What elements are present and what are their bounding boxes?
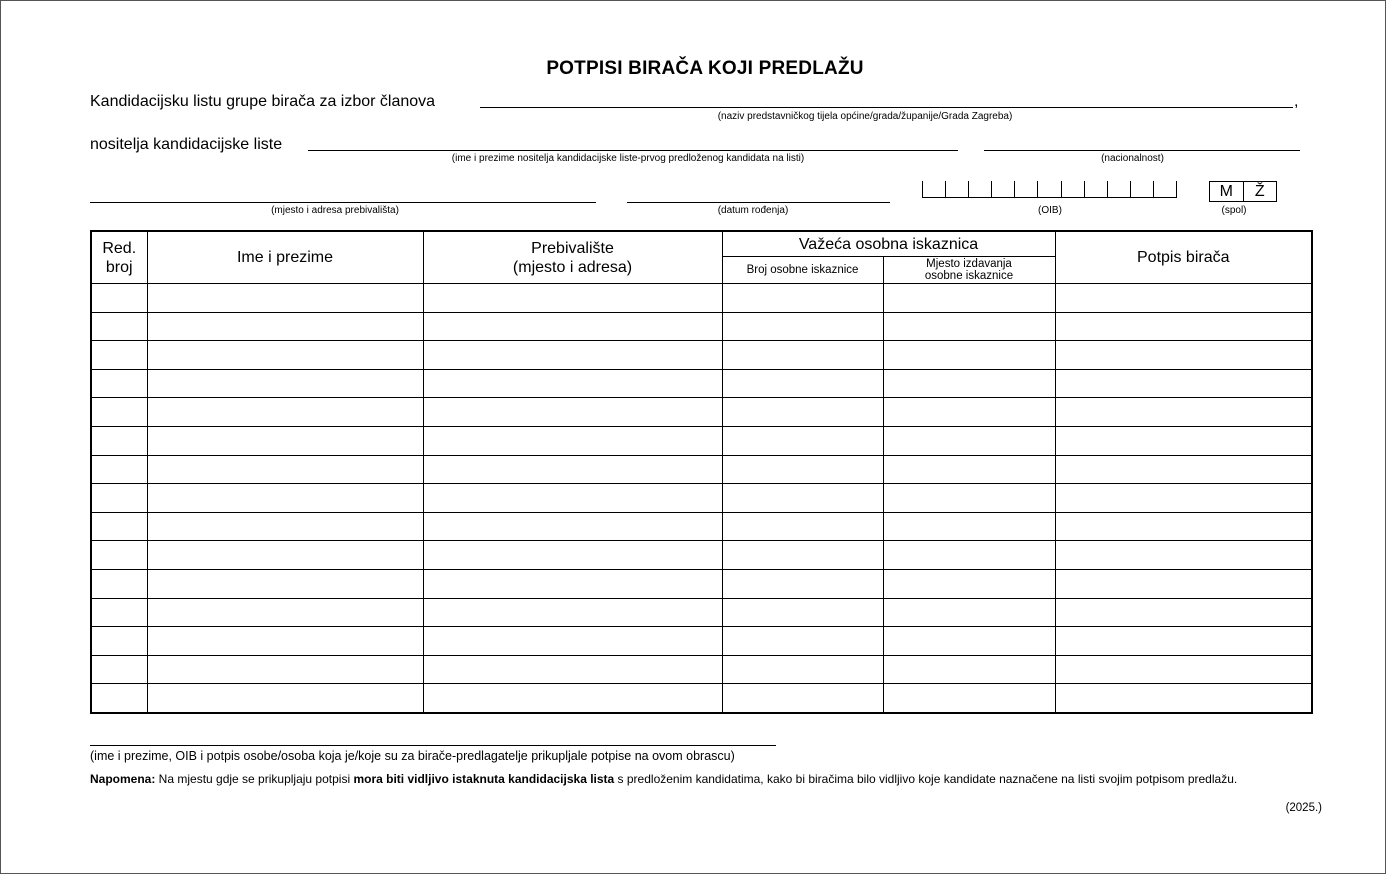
order-cell[interactable]: [91, 398, 147, 427]
table-row: [91, 284, 1312, 313]
note-text-2: s predloženim kandidatima, kako bi biračima bilo vidljivo koje kandidate naznačene na listi svojim potpisom predlažu.: [614, 772, 1238, 786]
address-caption: (mjesto i adresa prebivališta): [271, 205, 399, 216]
table-row: [91, 369, 1312, 398]
signature-cell[interactable]: [1055, 341, 1312, 370]
signatures-body: [91, 284, 1312, 713]
header-residence-line2: (mjesto i adresa): [512, 258, 633, 276]
nationality-field[interactable]: [984, 150, 1300, 151]
table-row: [91, 398, 1312, 427]
collector-caption: (ime i prezime, OIB i potpis osobe/osoba koja je/koje su za birače-predlagatelje prikupljale potpise na ovom obrascu): [90, 749, 735, 763]
id-place-cell[interactable]: [883, 627, 1055, 656]
order-cell[interactable]: [91, 541, 147, 570]
id-place-cell[interactable]: [883, 655, 1055, 684]
oib-digit-8[interactable]: [1084, 181, 1107, 197]
order-cell[interactable]: [91, 627, 147, 656]
residence-cell[interactable]: [423, 655, 722, 684]
signature-cell[interactable]: [1055, 512, 1312, 541]
id-number-cell[interactable]: [722, 541, 883, 570]
oib-digit-6[interactable]: [1037, 181, 1060, 197]
table-row: [91, 569, 1312, 598]
name-cell[interactable]: [147, 655, 423, 684]
holder-name-caption: (ime i prezime nositelja kandidacijske liste-prvog predloženog kandidata na listi): [451, 153, 805, 164]
id-number-cell[interactable]: [722, 627, 883, 656]
header-id-place: [883, 257, 1055, 284]
table-row: [91, 484, 1312, 513]
birth-date-field[interactable]: [627, 202, 890, 203]
list-label: Kandidacijsku listu grupe birača za izbor članova: [90, 93, 436, 110]
table-row: [91, 627, 1312, 656]
gender-z[interactable]: Ž: [1254, 183, 1265, 200]
birth-date-caption: (datum rođenja): [717, 205, 789, 216]
name-cell[interactable]: [147, 312, 423, 341]
id-place-cell[interactable]: [883, 598, 1055, 627]
header-id-number: Broj osobne iskaznice: [722, 257, 883, 284]
representative-body-field[interactable]: [480, 107, 1293, 108]
name-cell[interactable]: [147, 426, 423, 455]
signature-cell[interactable]: [1055, 598, 1312, 627]
form-year: (2025.): [1285, 802, 1322, 814]
residence-cell[interactable]: [423, 398, 722, 427]
residence-cell[interactable]: [423, 598, 722, 627]
id-place-cell[interactable]: [883, 341, 1055, 370]
id-place-cell[interactable]: [883, 426, 1055, 455]
signature-cell[interactable]: [1055, 284, 1312, 313]
address-field[interactable]: [90, 202, 596, 203]
residence-cell[interactable]: [423, 341, 722, 370]
order-cell[interactable]: [91, 455, 147, 484]
residence-cell[interactable]: [423, 569, 722, 598]
signature-cell[interactable]: [1055, 684, 1312, 713]
header-order-line1: Red.: [102, 239, 137, 257]
name-cell[interactable]: [147, 341, 423, 370]
id-number-cell[interactable]: [722, 598, 883, 627]
residence-cell[interactable]: [423, 455, 722, 484]
name-cell[interactable]: [147, 541, 423, 570]
id-number-cell[interactable]: [722, 512, 883, 541]
oib-digit-1[interactable]: [922, 181, 945, 197]
table-row: [91, 655, 1312, 684]
signature-cell[interactable]: [1055, 541, 1312, 570]
signatures-table: [90, 230, 1313, 714]
header-id-card: Važeća osobna iskaznica: [722, 231, 1055, 257]
holder-label: nositelja kandidacijske liste: [90, 136, 283, 153]
order-cell[interactable]: [91, 312, 147, 341]
nationality-caption: (nacionalnost): [1101, 153, 1164, 164]
table-row: [91, 341, 1312, 370]
header-id-place-line2: osobne iskaznice: [924, 270, 1014, 282]
gender-m[interactable]: M: [1210, 182, 1244, 201]
name-cell[interactable]: [147, 627, 423, 656]
order-cell[interactable]: [91, 655, 147, 684]
name-cell[interactable]: [147, 369, 423, 398]
name-cell[interactable]: [147, 598, 423, 627]
oib-digit-7[interactable]: [1061, 181, 1084, 197]
residence-cell[interactable]: [423, 312, 722, 341]
order-cell[interactable]: [91, 512, 147, 541]
representative-body-caption: (naziv predstavničkog tijela općine/grada/županije/Grada Zagreba): [717, 111, 1013, 122]
name-cell[interactable]: [147, 284, 423, 313]
oib-digit-3[interactable]: [968, 181, 991, 197]
table-row: [91, 512, 1312, 541]
residence-cell[interactable]: [423, 369, 722, 398]
oib-digit-4[interactable]: [991, 181, 1014, 197]
comma: ,: [1294, 93, 1299, 110]
residence-cell[interactable]: [423, 627, 722, 656]
id-number-cell[interactable]: [722, 569, 883, 598]
header-residence: [423, 231, 722, 284]
signature-cell[interactable]: [1055, 455, 1312, 484]
table-row: [91, 598, 1312, 627]
id-number-cell[interactable]: [722, 655, 883, 684]
order-cell[interactable]: [91, 426, 147, 455]
header-order-line2: broj: [105, 258, 133, 276]
name-cell[interactable]: [147, 455, 423, 484]
name-cell[interactable]: [147, 512, 423, 541]
table-row: [91, 312, 1312, 341]
residence-cell[interactable]: [423, 684, 722, 713]
note-text-1: Na mjestu gdje se prikupljaju potpisi: [155, 772, 354, 786]
id-place-cell[interactable]: [883, 369, 1055, 398]
residence-cell[interactable]: [423, 426, 722, 455]
header-residence-line1: Prebivalište: [531, 239, 614, 257]
residence-cell[interactable]: [423, 541, 722, 570]
table-row: [91, 684, 1312, 713]
signature-cell[interactable]: [1055, 655, 1312, 684]
id-number-cell[interactable]: [722, 341, 883, 370]
signature-cell[interactable]: [1055, 369, 1312, 398]
id-place-cell[interactable]: [883, 312, 1055, 341]
order-cell[interactable]: [91, 598, 147, 627]
id-place-cell[interactable]: [883, 512, 1055, 541]
order-cell[interactable]: [91, 484, 147, 513]
id-place-cell[interactable]: [883, 455, 1055, 484]
oib-digit-10[interactable]: [1130, 181, 1153, 197]
header-name: Ime i prezime: [147, 231, 423, 284]
id-place-cell[interactable]: [883, 684, 1055, 713]
note-label: Napomena:: [90, 772, 156, 786]
id-place-cell[interactable]: [883, 569, 1055, 598]
id-number-cell[interactable]: [722, 369, 883, 398]
form-title: POTPISI BIRAČA KOJI PREDLAŽU: [546, 58, 864, 79]
oib-field[interactable]: [922, 181, 1177, 198]
id-place-cell[interactable]: [883, 284, 1055, 313]
name-cell[interactable]: [147, 684, 423, 713]
name-cell[interactable]: [147, 484, 423, 513]
note: [90, 772, 1310, 786]
signature-cell[interactable]: [1055, 627, 1312, 656]
signature-cell[interactable]: [1055, 312, 1312, 341]
gender-box[interactable]: [1209, 181, 1277, 202]
oib-digit-5[interactable]: [1014, 181, 1037, 197]
residence-cell[interactable]: [423, 512, 722, 541]
order-cell[interactable]: [91, 284, 147, 313]
signature-cell[interactable]: [1055, 569, 1312, 598]
id-place-cell[interactable]: [883, 484, 1055, 513]
id-number-cell[interactable]: [722, 484, 883, 513]
id-number-cell[interactable]: [722, 312, 883, 341]
oib-digit-2[interactable]: [945, 181, 968, 197]
id-number-cell[interactable]: [722, 684, 883, 713]
header-order-number: [91, 231, 147, 284]
signature-cell[interactable]: [1055, 426, 1312, 455]
id-number-cell[interactable]: [722, 455, 883, 484]
signature-cell[interactable]: [1055, 484, 1312, 513]
note-emphasis: mora biti vidljivo istaknuta kandidacijska lista: [353, 772, 615, 786]
id-number-cell[interactable]: [722, 284, 883, 313]
header-signature: Potpis birača: [1055, 231, 1312, 284]
name-cell[interactable]: [147, 569, 423, 598]
oib-digit-11[interactable]: [1153, 181, 1177, 197]
order-cell[interactable]: [91, 569, 147, 598]
residence-cell[interactable]: [423, 284, 722, 313]
id-place-cell[interactable]: [883, 541, 1055, 570]
order-cell[interactable]: [91, 369, 147, 398]
signature-cell[interactable]: [1055, 398, 1312, 427]
id-number-cell[interactable]: [722, 398, 883, 427]
order-cell[interactable]: [91, 341, 147, 370]
header-id-place-line1: Mjesto izdavanja: [926, 258, 1012, 270]
id-number-cell[interactable]: [722, 426, 883, 455]
table-row: [91, 541, 1312, 570]
id-place-cell[interactable]: [883, 398, 1055, 427]
holder-name-field[interactable]: [308, 150, 958, 151]
oib-digit-9[interactable]: [1107, 181, 1130, 197]
collector-signature-field[interactable]: [90, 745, 776, 746]
order-cell[interactable]: [91, 684, 147, 713]
table-row: [91, 455, 1312, 484]
residence-cell[interactable]: [423, 484, 722, 513]
name-cell[interactable]: [147, 398, 423, 427]
oib-caption: (OIB): [1038, 205, 1062, 216]
table-row: [91, 426, 1312, 455]
gender-caption: (spol): [1221, 205, 1247, 216]
